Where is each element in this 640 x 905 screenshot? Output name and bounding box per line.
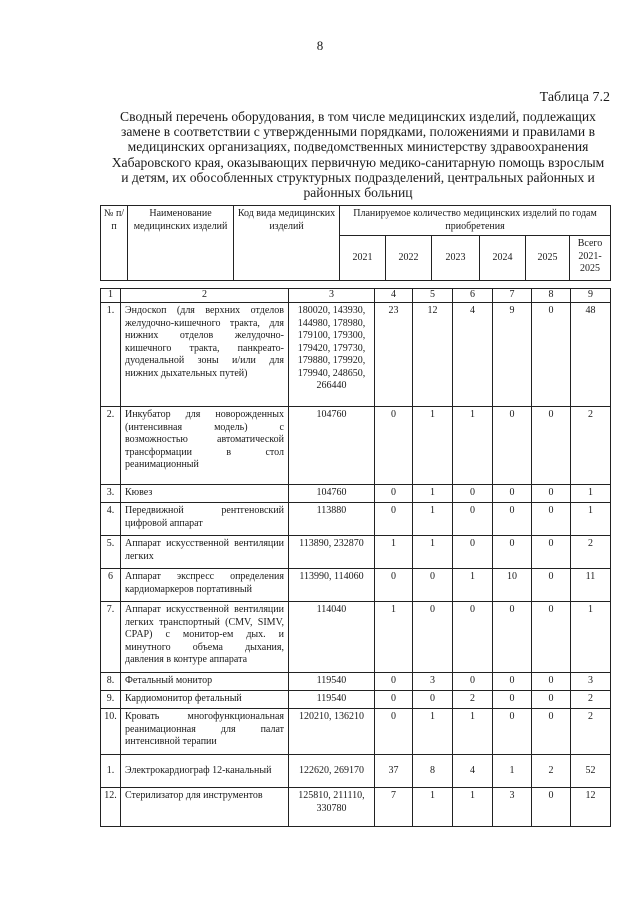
row-value: 0	[375, 709, 413, 755]
row-num: 7.	[101, 602, 121, 673]
row-value: 0	[532, 485, 571, 503]
table-row	[101, 536, 611, 569]
row-value: 12	[413, 303, 453, 407]
table-row	[101, 569, 611, 602]
row-name: Аппарат искусственной вентиляции легких транспортный (CMV, SIMV, CPAP) с монитор-ем дых. и минутного объема дыхания, давления в контуре аппарата	[121, 602, 289, 673]
header-year: 2022	[386, 236, 432, 281]
row-value: 0	[532, 788, 571, 827]
table-row	[101, 503, 611, 536]
row-num: 9.	[101, 691, 121, 709]
table-row	[101, 407, 611, 485]
header-code: Код вида медицинских изделий	[234, 206, 340, 281]
row-num: 12.	[101, 788, 121, 827]
row-value: 0	[532, 536, 571, 569]
column-number: 7	[493, 289, 532, 303]
row-value: 3	[571, 673, 611, 691]
row-value: 0	[532, 602, 571, 673]
row-value: 0	[532, 503, 571, 536]
column-number: 6	[453, 289, 493, 303]
table-label: Таблица 7.2	[539, 90, 610, 105]
column-number: 3	[289, 289, 375, 303]
row-value: 3	[493, 788, 532, 827]
column-number: 8	[532, 289, 571, 303]
document-title: Сводный перечень оборудования, в том числе медицинских изделий, подлежащих замене в соответствии с утвержденными порядками, положениями и правилами в медицинских организациях, подведомственных министерству здравоохранения Хабаровского края, оказывающих первичную медико-санитарную помощь взрослым и детям, их обособленных структурных подразделений, центральных районных и районных больниц	[111, 109, 605, 201]
row-code: 113990, 114060	[289, 569, 375, 602]
table-row	[101, 691, 611, 709]
row-value: 1	[413, 709, 453, 755]
header-year: 2025	[526, 236, 570, 281]
row-value: 1	[453, 709, 493, 755]
row-value: 1	[375, 536, 413, 569]
column-number: 5	[413, 289, 453, 303]
row-value: 0	[375, 485, 413, 503]
row-value: 0	[375, 407, 413, 485]
row-value: 0	[493, 407, 532, 485]
row-value: 0	[375, 673, 413, 691]
header-year: 2024	[480, 236, 526, 281]
row-name: Кювез	[121, 485, 289, 503]
row-value: 1	[413, 485, 453, 503]
table-row	[101, 303, 611, 407]
header-planned: Планируемое количество медицинских изделий по годам приобретения	[340, 206, 611, 236]
row-value: 2	[571, 691, 611, 709]
row-value: 0	[532, 407, 571, 485]
equipment-table	[100, 288, 611, 827]
row-value: 2	[532, 755, 571, 788]
row-value: 1	[571, 485, 611, 503]
row-value: 0	[453, 503, 493, 536]
row-value: 1	[493, 755, 532, 788]
row-value: 0	[493, 503, 532, 536]
row-value: 1	[413, 407, 453, 485]
row-code: 180020, 143930, 144980, 178980, 179100, 179300, 179420, 179730, 179880, 179920, 179940, 248650, 266440	[289, 303, 375, 407]
row-value: 1	[375, 602, 413, 673]
row-value: 48	[571, 303, 611, 407]
row-value: 1	[453, 407, 493, 485]
row-name: Кардиомонитор фетальный	[121, 691, 289, 709]
row-name: Эндоскоп (для верхних отделов желудочно-кишечного тракта, для нижних отделов желудочно-кишечного тракта, панкреато-дуоденальной зоны и/или для нижних дыхательных путей)	[121, 303, 289, 407]
row-value: 2	[571, 709, 611, 755]
row-code: 113890, 232870	[289, 536, 375, 569]
row-value: 8	[413, 755, 453, 788]
row-value: 12	[571, 788, 611, 827]
row-value: 52	[571, 755, 611, 788]
row-value: 1	[571, 503, 611, 536]
row-value: 0	[532, 569, 571, 602]
row-value: 2	[571, 536, 611, 569]
row-num: 3.	[101, 485, 121, 503]
table-row	[101, 755, 611, 788]
row-value: 0	[413, 691, 453, 709]
row-value: 0	[453, 485, 493, 503]
row-value: 0	[532, 673, 571, 691]
row-value: 0	[493, 602, 532, 673]
column-number: 4	[375, 289, 413, 303]
table-header	[100, 205, 611, 281]
row-code: 125810, 211110, 330780	[289, 788, 375, 827]
header-num: № п/п	[101, 206, 128, 281]
row-num: 4.	[101, 503, 121, 536]
row-name: Аппарат искусственной вентиляции легких	[121, 536, 289, 569]
row-name: Передвижной рентгеновский цифровой аппарат	[121, 503, 289, 536]
row-code: 114040	[289, 602, 375, 673]
row-value: 0	[532, 709, 571, 755]
row-value: 0	[413, 602, 453, 673]
row-name: Аппарат экспресс определения кардиомаркеров портативный	[121, 569, 289, 602]
column-number: 1	[101, 289, 121, 303]
row-value: 1	[413, 503, 453, 536]
row-value: 0	[375, 691, 413, 709]
row-value: 11	[571, 569, 611, 602]
table-row	[101, 485, 611, 503]
row-name: Инкубатор для новорожденных (интенсивная модель) с возможностью автоматической трансформации в стол реанимационный	[121, 407, 289, 485]
row-value: 1	[413, 536, 453, 569]
row-value: 0	[493, 691, 532, 709]
table-row	[101, 602, 611, 673]
header-year: 2023	[432, 236, 480, 281]
row-value: 0	[493, 673, 532, 691]
row-value: 0	[532, 691, 571, 709]
row-code: 104760	[289, 485, 375, 503]
row-value: 0	[493, 709, 532, 755]
row-code: 119540	[289, 691, 375, 709]
row-num: 8.	[101, 673, 121, 691]
row-name: Электрокардиограф 12-канальный	[121, 755, 289, 788]
row-value: 0	[493, 485, 532, 503]
row-name: Стерилизатор для инструментов	[121, 788, 289, 827]
row-name: Кровать многофункциональная реанимационная для палат интенсивной терапии	[121, 709, 289, 755]
row-value: 7	[375, 788, 413, 827]
row-value: 0	[532, 303, 571, 407]
row-code: 119540	[289, 673, 375, 691]
row-value: 1	[571, 602, 611, 673]
header-total: Всего 2021-2025	[570, 236, 611, 281]
header-year: 2021	[340, 236, 386, 281]
column-number: 9	[571, 289, 611, 303]
row-value: 0	[413, 569, 453, 602]
row-value: 0	[375, 503, 413, 536]
row-code: 122620, 269170	[289, 755, 375, 788]
row-value: 1	[453, 788, 493, 827]
column-numbers-row	[101, 289, 611, 303]
row-code: 113880	[289, 503, 375, 536]
row-value: 2	[571, 407, 611, 485]
row-value: 23	[375, 303, 413, 407]
row-value: 1	[413, 788, 453, 827]
row-value: 0	[453, 536, 493, 569]
column-number: 2	[121, 289, 289, 303]
row-num: 6	[101, 569, 121, 602]
page-number: 8	[316, 38, 324, 53]
row-num: 1.	[101, 755, 121, 788]
row-value: 0	[453, 673, 493, 691]
row-value: 37	[375, 755, 413, 788]
row-num: 10.	[101, 709, 121, 755]
row-value: 1	[453, 569, 493, 602]
row-value: 2	[453, 691, 493, 709]
row-code: 120210, 136210	[289, 709, 375, 755]
row-num: 5.	[101, 536, 121, 569]
row-num: 1.	[101, 303, 121, 407]
row-value: 0	[493, 536, 532, 569]
row-name: Фетальный монитор	[121, 673, 289, 691]
row-code: 104760	[289, 407, 375, 485]
header-name: Наименование медицинских изделий	[128, 206, 234, 281]
row-value: 4	[453, 755, 493, 788]
row-value: 4	[453, 303, 493, 407]
row-value: 0	[453, 602, 493, 673]
row-num: 2.	[101, 407, 121, 485]
row-value: 0	[375, 569, 413, 602]
table-row	[101, 709, 611, 755]
row-value: 10	[493, 569, 532, 602]
table-row	[101, 673, 611, 691]
row-value: 3	[413, 673, 453, 691]
row-value: 9	[493, 303, 532, 407]
table-row	[101, 788, 611, 827]
